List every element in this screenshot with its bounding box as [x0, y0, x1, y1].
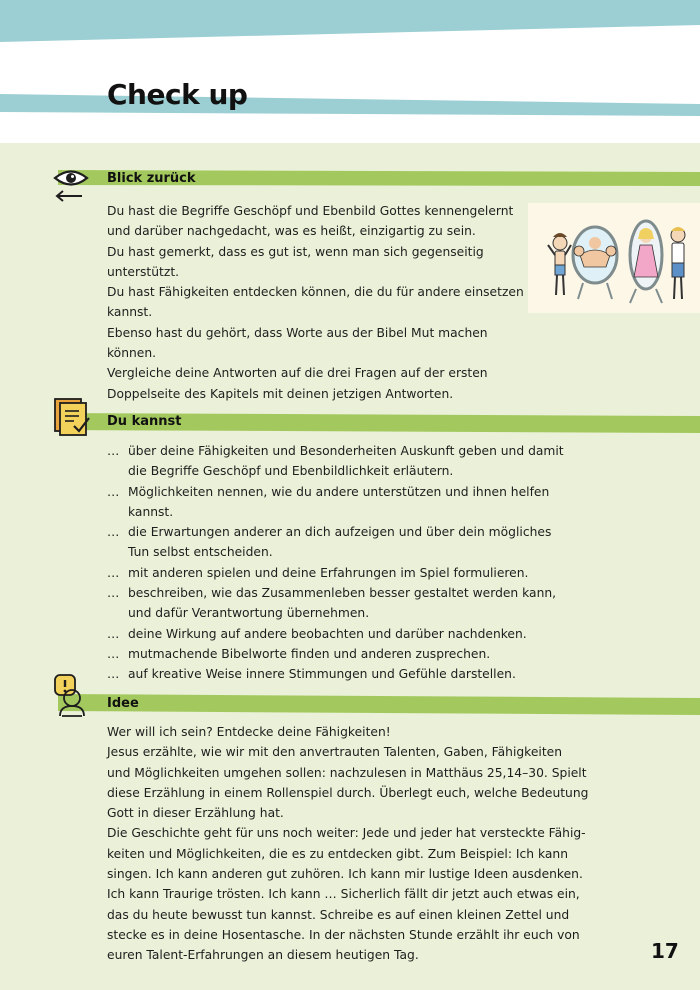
page-number: 17 [651, 939, 679, 963]
blick-text [107, 201, 524, 404]
page-header [0, 0, 700, 143]
idee-text [107, 722, 588, 966]
ability-list [107, 441, 564, 685]
text-line: deine Wirkung auf andere beobachten und darüber nachdenken. [128, 626, 527, 641]
text-line: Du hast Fähigkeiten entdecken können, die du für andere einsetzen [107, 285, 524, 300]
illustration-drawing [528, 203, 700, 313]
ellipsis-marker: … [107, 667, 120, 682]
ellipsis-marker: … [107, 444, 120, 458]
text-line: unterstützt. [107, 264, 180, 279]
ellipsis-marker: … [107, 565, 120, 580]
kannst-list [107, 441, 564, 685]
text-line: und dafür Verantwortung übernehmen. [128, 606, 370, 621]
text-line: die Erwartungen anderer an dich aufzeigen und über dein mögliches [128, 525, 552, 540]
text-line: Doppelseite des Kapitels mit deinen jetzigen Antworten. [107, 386, 454, 401]
text-line: diese Erzählung in einem Rollenspiel durch. Überlegt euch, welche Bedeutung [107, 785, 589, 800]
text-line: und darüber nachgedacht, was es heißt, einzigartig zu sein. [107, 224, 476, 239]
text-line: mutmachende Bibelworte finden und anderen zusprechen. [128, 646, 491, 661]
text-line: Jesus erzählte, wie wir mit den anvertrauten Talenten, Gaben, Fähigkeiten [107, 745, 563, 760]
page-title: Check up [107, 78, 248, 111]
text-line: singen. Ich kann anderen gut zuhören. Ich kann mir lustige Ideen ausdenken. [107, 867, 583, 882]
section-title-blick: Blick zurück [107, 171, 196, 186]
text-line: keiten und Möglichkeiten, die es zu entdecken gibt. Zum Beispiel: Ich kann [107, 846, 569, 861]
ellipsis-marker: … [107, 586, 120, 601]
list-item [107, 583, 564, 624]
list-item [107, 644, 564, 664]
text-line: stecke es in deine Hosentasche. In der nächsten Stunde erzählt ihr euch von [107, 927, 580, 942]
ellipsis-marker: … [107, 646, 120, 661]
text-line: kannst. [107, 305, 153, 320]
text-line: mit anderen spielen und deine Erfahrungen im Spiel formulieren. [128, 565, 529, 580]
text-line: euren Talent-Erfahrungen an diesem heutigen Tag. [107, 948, 419, 963]
ellipsis-marker: … [107, 626, 120, 641]
text-line: Du hast gemerkt, dass es gut ist, wenn man sich gegenseitig [107, 244, 484, 259]
header-stripes [0, 0, 700, 143]
text-line: Ebenso hast du gehört, dass Worte aus der Bibel Mut machen [107, 325, 488, 340]
text-line: auf kreative Weise innere Stimmungen und Gefühle darstellen. [128, 667, 516, 682]
text-line: Ich kann Traurige trösten. Ich kann … Sicherlich fällt dir jetzt auch etwas ein, [107, 887, 580, 902]
list-item [107, 664, 564, 684]
text-line: Gott in dieser Erzählung hat. [107, 806, 284, 821]
list-item [107, 441, 564, 482]
text-line: Du hast die Begriffe Geschöpf und Ebenbild Gottes kennengelernt [107, 204, 514, 218]
text-line: über deine Fähigkeiten und Besonderheiten Auskunft geben und damit [128, 444, 564, 458]
children-mirror-illustration [528, 203, 700, 313]
text-line: kannst. [128, 504, 174, 519]
checklist-icon [52, 396, 92, 438]
list-item [107, 624, 564, 644]
list-item [107, 522, 564, 563]
text-line: Die Geschichte geht für uns noch weiter: Jede und jeder hat versteckte Fähig- [107, 826, 586, 841]
text-line: das du heute bewusst tun kannst. Schreibe es auf einen kleinen Zettel und [107, 907, 570, 922]
text-line: Tun selbst entscheiden. [128, 545, 273, 560]
text-line: Möglichkeiten nennen, wie du andere unterstützen und ihnen helfen [128, 484, 550, 499]
section-title-idee: Idee [107, 696, 139, 711]
section-title-kannst: Du kannst [107, 414, 182, 429]
text-line: können. [107, 346, 157, 361]
list-item [107, 563, 564, 583]
ellipsis-marker: … [107, 525, 120, 540]
list-item [107, 482, 564, 523]
thinking-person-idea-icon [52, 672, 92, 718]
text-line: Vergleiche deine Antworten auf die drei Fragen auf der ersten [107, 366, 488, 381]
ellipsis-marker: … [107, 484, 120, 499]
text-line: die Begriffe Geschöpf und Ebenbildlichkeit erläutern. [128, 464, 454, 479]
text-line: Wer will ich sein? Entdecke deine Fähigkeiten! [107, 725, 391, 739]
eye-back-arrow-icon [52, 166, 92, 204]
text-line: und Möglichkeiten umgehen sollen: nachzulesen in Matthäus 25,14–30. Spielt [107, 765, 587, 780]
text-line: beschreiben, wie das Zusammenleben besser gestaltet werden kann, [128, 586, 557, 601]
